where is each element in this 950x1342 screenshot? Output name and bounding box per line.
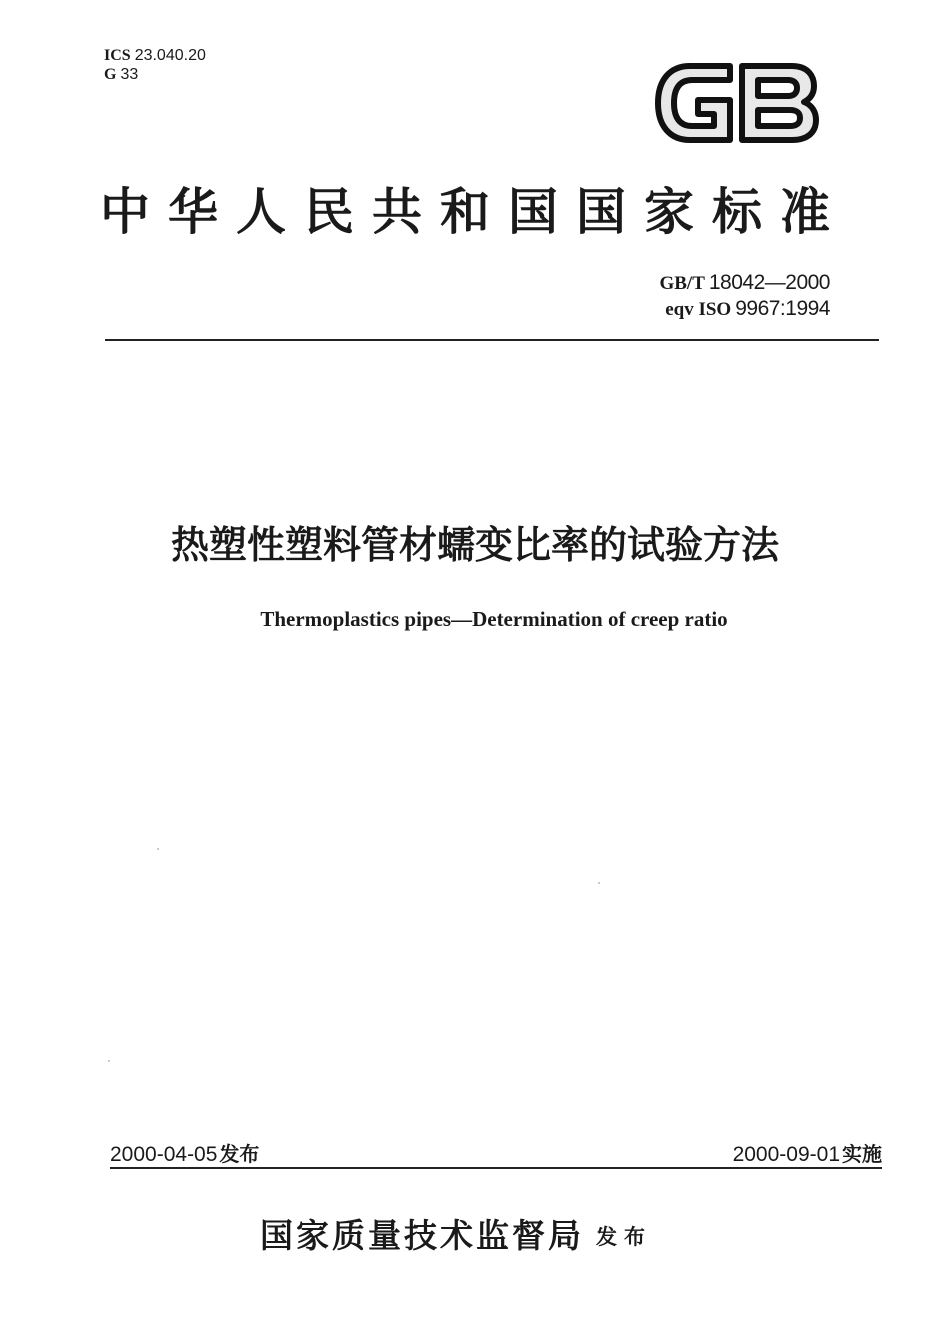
scan-speck (108, 1060, 110, 1062)
issuer-name: 国家质量技术监督局 (260, 1216, 584, 1255)
issue-date-suffix: 发布 (219, 1142, 260, 1166)
document-title-english: Thermoplastics pipes—Determination of creep ratio (260, 607, 728, 631)
classification-codes (104, 46, 206, 84)
ccs-label: G (104, 66, 117, 83)
ccs-code: 33 (120, 66, 139, 83)
standard-number-line (560, 270, 830, 296)
ics-label: ICS (104, 47, 131, 64)
gb-logo-mark (658, 66, 816, 140)
effective-date-suffix: 实施 (842, 1142, 882, 1166)
national-standard-heading: 中华人民共和国国家标准 (100, 182, 848, 241)
dates-row (110, 1140, 882, 1168)
gb-logo (652, 58, 820, 148)
equivalence-line (560, 296, 830, 322)
standard-number-value: 18042—2000 (708, 271, 830, 294)
issuing-authority (260, 1210, 652, 1257)
scan-speck (157, 848, 159, 850)
footer-divider (110, 1167, 882, 1169)
effective-date-block (733, 1140, 882, 1169)
equivalence-value: 9967:1994 (735, 297, 830, 320)
issue-date-block (110, 1140, 259, 1169)
ccs-code-line (104, 65, 206, 84)
ics-code: 23.040.20 (134, 47, 206, 64)
effective-date: 2000-09-01 (732, 1143, 840, 1166)
ics-code-line (104, 46, 206, 65)
issuer-action: 发布 (596, 1224, 652, 1249)
document-title-chinese: 热塑性塑料管材蠕变比率的试验方法 (170, 523, 779, 567)
issue-date: 2000-04-05 (110, 1143, 218, 1166)
standard-number-label: GB/T (659, 273, 705, 294)
header-divider (105, 339, 879, 341)
scan-speck (598, 882, 600, 884)
equivalence-label: eqv ISO (665, 299, 732, 320)
standard-number-block (560, 270, 830, 322)
